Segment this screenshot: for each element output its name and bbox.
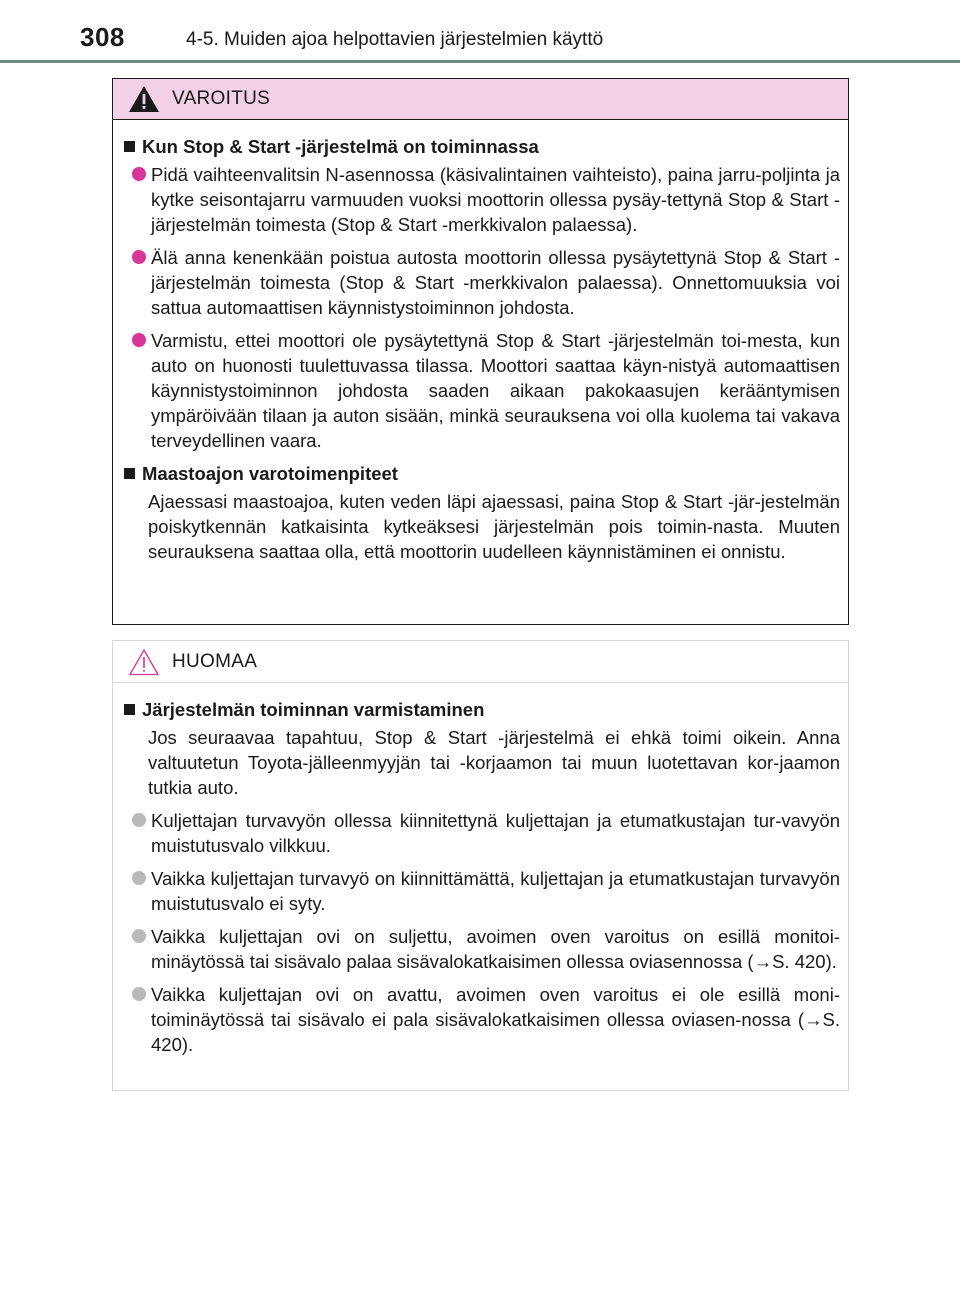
- warning-triangle-icon: [128, 85, 160, 113]
- page-header: [0, 0, 960, 62]
- notice-label: HUOMAA: [172, 650, 258, 672]
- heading-text: Järjestelmän toiminnan varmistaminen: [142, 699, 485, 720]
- square-bullet-icon: [124, 704, 135, 715]
- notice-header: [113, 641, 848, 683]
- warning-label: VAROITUS: [172, 88, 271, 109]
- warning-body: [113, 120, 848, 564]
- list-item: [124, 866, 840, 916]
- round-bullet-icon: [132, 871, 146, 885]
- round-bullet-icon: [132, 333, 146, 347]
- round-bullet-icon: [132, 250, 146, 264]
- list-item: [124, 328, 840, 453]
- warning-header: [113, 79, 848, 120]
- round-bullet-icon: [132, 167, 146, 181]
- bullet-text: Varmistu, ettei moottori ole pysäytettynä Stop & Start -järjestelmän toi-mesta, kun auto on huonosti tuulettuvassa tilassa. Moottori saattaa käyn-nistyä automaattisen käynnistystoiminnon johdosta saaden aikaan pakokaasujen kerääntymisen ympäröivään tilaan ja auton sisään, minkä seurauksena voi olla kuolema tai vakava terveydellinen vaara.: [151, 330, 840, 451]
- square-bullet-icon: [124, 141, 135, 152]
- bullet-text: Älä anna kenenkään poistua autosta moottorin ollessa pysäytettynä Stop & Start -järjestelmän toimesta (Stop & Start -merkkivalon palaessa). Onnettomuuksia voi sattua automaattisen käynnistystoiminnon johdosta.: [151, 247, 840, 318]
- bullet-text: Pidä vaihteenvalitsin N-asennossa (käsivalintainen vaihteisto), paina jarru-poljinta ja kytke seisontajarru varmuuden vuoksi moottorin ollessa pysäy-tettynä Stop & Start -järjestelmän toimesta (Stop & Start -merkkivalon palaessa).: [151, 164, 840, 235]
- heading-text: Maastoajon varotoimenpiteet: [142, 463, 398, 484]
- bullet-text: Kuljettajan turvavyön ollessa kiinnitettynä kuljettajan ja etumatkustajan tur-vavyön muistutusvalo vilkkuu.: [151, 810, 840, 856]
- warning-heading-stop-start: [124, 134, 840, 159]
- header-rule: [0, 60, 960, 63]
- list-item: [124, 162, 840, 237]
- bullet-text: Vaikka kuljettajan turvavyö on kiinnittämättä, kuljettajan ja etumatkustajan turvavyön muistutusvalo ei syty.: [151, 868, 840, 914]
- caution-triangle-outline-icon: [128, 648, 160, 676]
- heading-text: Kun Stop & Start -järjestelmä on toiminnassa: [142, 136, 539, 157]
- section-title: 4-5. Muiden ajoa helpottavien järjestelmien käyttö: [186, 29, 604, 50]
- page-number: 308: [80, 22, 125, 52]
- bullet-text: Vaikka kuljettajan ovi on avattu, avoimen oven varoitus ei ole esillä moni-toiminäytössä tai sisävalo ei pala sisävalokatkaisimen ollessa oviasen-nossa (→S. 420).: [151, 984, 840, 1055]
- list-item: [124, 808, 840, 858]
- notice-heading: [124, 697, 840, 722]
- round-bullet-icon: [132, 987, 146, 1001]
- round-bullet-icon: [132, 813, 146, 827]
- list-item: [124, 924, 840, 974]
- warning-paragraph: Ajaessasi maastoajoa, kuten veden läpi ajaessasi, paina Stop & Start -jär-jestelmän poiskytkennän katkaisinta kytkeäksesi järjestelmän pois toimin-nasta. Muuten seurauksena saattaa olla, että moottorin uudelleen käynnistäminen ei onnistu.: [148, 491, 840, 562]
- round-bullet-icon: [132, 929, 146, 943]
- list-item: [124, 982, 840, 1057]
- bullet-text: Vaikka kuljettajan ovi on suljettu, avoimen oven varoitus on esillä monitoi-minäytössä tai sisävalo palaa sisävalokatkaisimen ollessa oviasennossa (→S. 420).: [151, 926, 840, 972]
- notice-body: [113, 683, 848, 1057]
- list-item: [124, 245, 840, 320]
- square-bullet-icon: [124, 468, 135, 479]
- notice-box: [112, 640, 849, 1091]
- notice-paragraph: Jos seuraavaa tapahtuu, Stop & Start -järjestelmä ei ehkä toimi oikein. Anna valtuutetun Toyota-jälleenmyyjän tai -korjaamon tai muun luotettavan kor-jaamon tutkia auto.: [148, 727, 840, 798]
- warning-heading-offroad: [124, 461, 840, 486]
- warning-box: [112, 78, 849, 625]
